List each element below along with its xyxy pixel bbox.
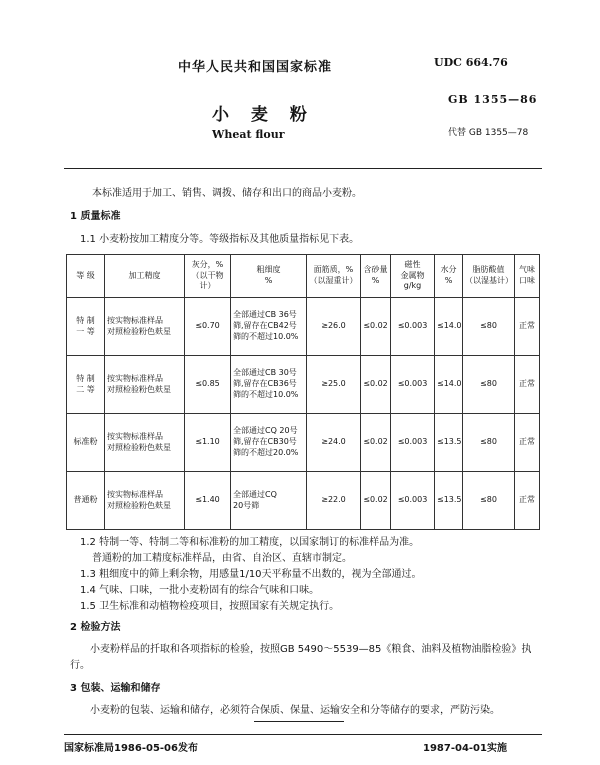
cell-grade: 特 制 二 等: [67, 356, 105, 414]
header-divider: [64, 168, 542, 169]
footer-divider: [64, 734, 542, 735]
cell-moisture: ≤14.0: [435, 298, 463, 356]
cell-gluten: ≥24.0: [307, 414, 361, 472]
header-magnetic-metal: 磁性 金属物 g/kg: [391, 255, 435, 298]
cell-magnetic-metal: ≤0.003: [391, 298, 435, 356]
cell-sand: ≤0.02: [361, 356, 391, 414]
replaces-note: 代替 GB 1355—78: [448, 128, 529, 138]
section-3-body: 小麦粉的包装、运输和储存，必须符合保质、保量、运输安全和分等储存的要求，严防污染。: [90, 705, 500, 716]
header-gluten: 面筋质，% （以湿重计）: [307, 255, 361, 298]
cell-moisture: ≤13.5: [435, 472, 463, 530]
clause-1-3: 1.3 粗细度中的筛上剩余物，用感量1/10天平称量不出数的，视为全部通过。: [80, 569, 422, 580]
cell-fineness: 全部通过CQ 20号 筛,留存在CB30号 筛的不超过20.0%: [231, 414, 307, 472]
cell-odor: 正常: [515, 472, 540, 530]
cell-moisture: ≤13.5: [435, 414, 463, 472]
end-short-rule: [254, 721, 344, 722]
header-ash: 灰分，% （以干物计）: [185, 255, 231, 298]
effective-date: 1987-04-01实施: [423, 743, 507, 754]
table-header-row: [67, 255, 540, 298]
intro-paragraph: 本标准适用于加工、销售、调拨、储存和出口的商品小麦粉。: [92, 188, 362, 199]
cell-odor: 正常: [515, 298, 540, 356]
section-2-body-line-2: 行。: [70, 660, 90, 671]
table-row: [67, 356, 540, 414]
header-moisture: 水分 %: [435, 255, 463, 298]
cell-sand: ≤0.02: [361, 472, 391, 530]
clause-1-5: 1.5 卫生标准和动植物检疫项目，按照国家有关规定执行。: [80, 601, 340, 612]
cell-precision: 按实物标准样品 对照检验粉色麸星: [105, 472, 185, 530]
cell-gluten: ≥25.0: [307, 356, 361, 414]
section-1-heading: 1 质量标准: [70, 211, 121, 222]
table-row: [67, 298, 540, 356]
cell-fatty-acid: ≤80: [463, 356, 515, 414]
cell-fatty-acid: ≤80: [463, 414, 515, 472]
gb-number: GB 1355—86: [448, 93, 538, 106]
table-row: [67, 414, 540, 472]
standard-title: 中华人民共和国国家标准: [178, 60, 333, 75]
cell-odor: 正常: [515, 356, 540, 414]
cell-odor: 正常: [515, 414, 540, 472]
cell-grade: 特 制 一 等: [67, 298, 105, 356]
udc-number: UDC 664.76: [434, 56, 508, 69]
cell-precision: 按实物标准样品 对照检验粉色麸星: [105, 298, 185, 356]
quality-table: [66, 254, 540, 530]
cell-fineness: 全部通过CB 36号 筛,留存在CB42号 筛的不超过10.0%: [231, 298, 307, 356]
cell-fineness: 全部通过CQ 20号筛: [231, 472, 307, 530]
cell-magnetic-metal: ≤0.003: [391, 356, 435, 414]
cell-sand: ≤0.02: [361, 298, 391, 356]
cell-fatty-acid: ≤80: [463, 298, 515, 356]
cell-ash: ≤1.40: [185, 472, 231, 530]
cell-sand: ≤0.02: [361, 414, 391, 472]
section-3-heading: 3 包装、运输和储存: [70, 683, 161, 694]
cell-fineness: 全部通过CB 30号 筛,留存在CB36号 筛的不超过10.0%: [231, 356, 307, 414]
cell-gluten: ≥26.0: [307, 298, 361, 356]
cell-precision: 按实物标准样品 对照检验粉色麸星: [105, 414, 185, 472]
cell-moisture: ≤14.0: [435, 356, 463, 414]
cell-fatty-acid: ≤80: [463, 472, 515, 530]
cell-grade: 普通粉: [67, 472, 105, 530]
cell-magnetic-metal: ≤0.003: [391, 472, 435, 530]
cell-ash: ≤0.85: [185, 356, 231, 414]
section-2-body-line-1: 小麦粉样品的扦取和各项指标的检验，按照GB 5490～5539—85《粮食、油料及植物油脂检验》执: [90, 644, 532, 655]
header-odor: 气味 口味: [515, 255, 540, 298]
header-fineness: 粗细度 %: [231, 255, 307, 298]
issue-date: 国家标准局1986-05-06发布: [64, 743, 198, 754]
clause-1-4: 1.4 气味、口味，一批小麦粉固有的综合气味和口味。: [80, 585, 320, 596]
cell-gluten: ≥22.0: [307, 472, 361, 530]
cell-ash: ≤1.10: [185, 414, 231, 472]
table-row: [67, 472, 540, 530]
document-title-english: Wheat flour: [212, 128, 285, 141]
header-grade: 等 级: [67, 255, 105, 298]
cell-grade: 标准粉: [67, 414, 105, 472]
header-fatty-acid: 脂肪酸值 （以湿基计）: [463, 255, 515, 298]
header-precision: 加工精度: [105, 255, 185, 298]
cell-magnetic-metal: ≤0.003: [391, 414, 435, 472]
cell-ash: ≤0.70: [185, 298, 231, 356]
clause-1-1: 1.1 小麦粉按加工精度分等。等级指标及其他质量指标见下表。: [80, 234, 360, 245]
clause-1-2-continued: 普通粉的加工精度标准样品，由省、自治区、直辖市制定。: [92, 553, 352, 564]
header-sand: 含砂量 %: [361, 255, 391, 298]
document-title: 小 麦 粉: [212, 105, 315, 125]
section-2-heading: 2 检验方法: [70, 622, 121, 633]
clause-1-2: 1.2 特制一等、特制二等和标准粉的加工精度，以国家制订的标准样品为准。: [80, 537, 420, 548]
cell-precision: 按实物标准样品 对照检验粉色麸星: [105, 356, 185, 414]
